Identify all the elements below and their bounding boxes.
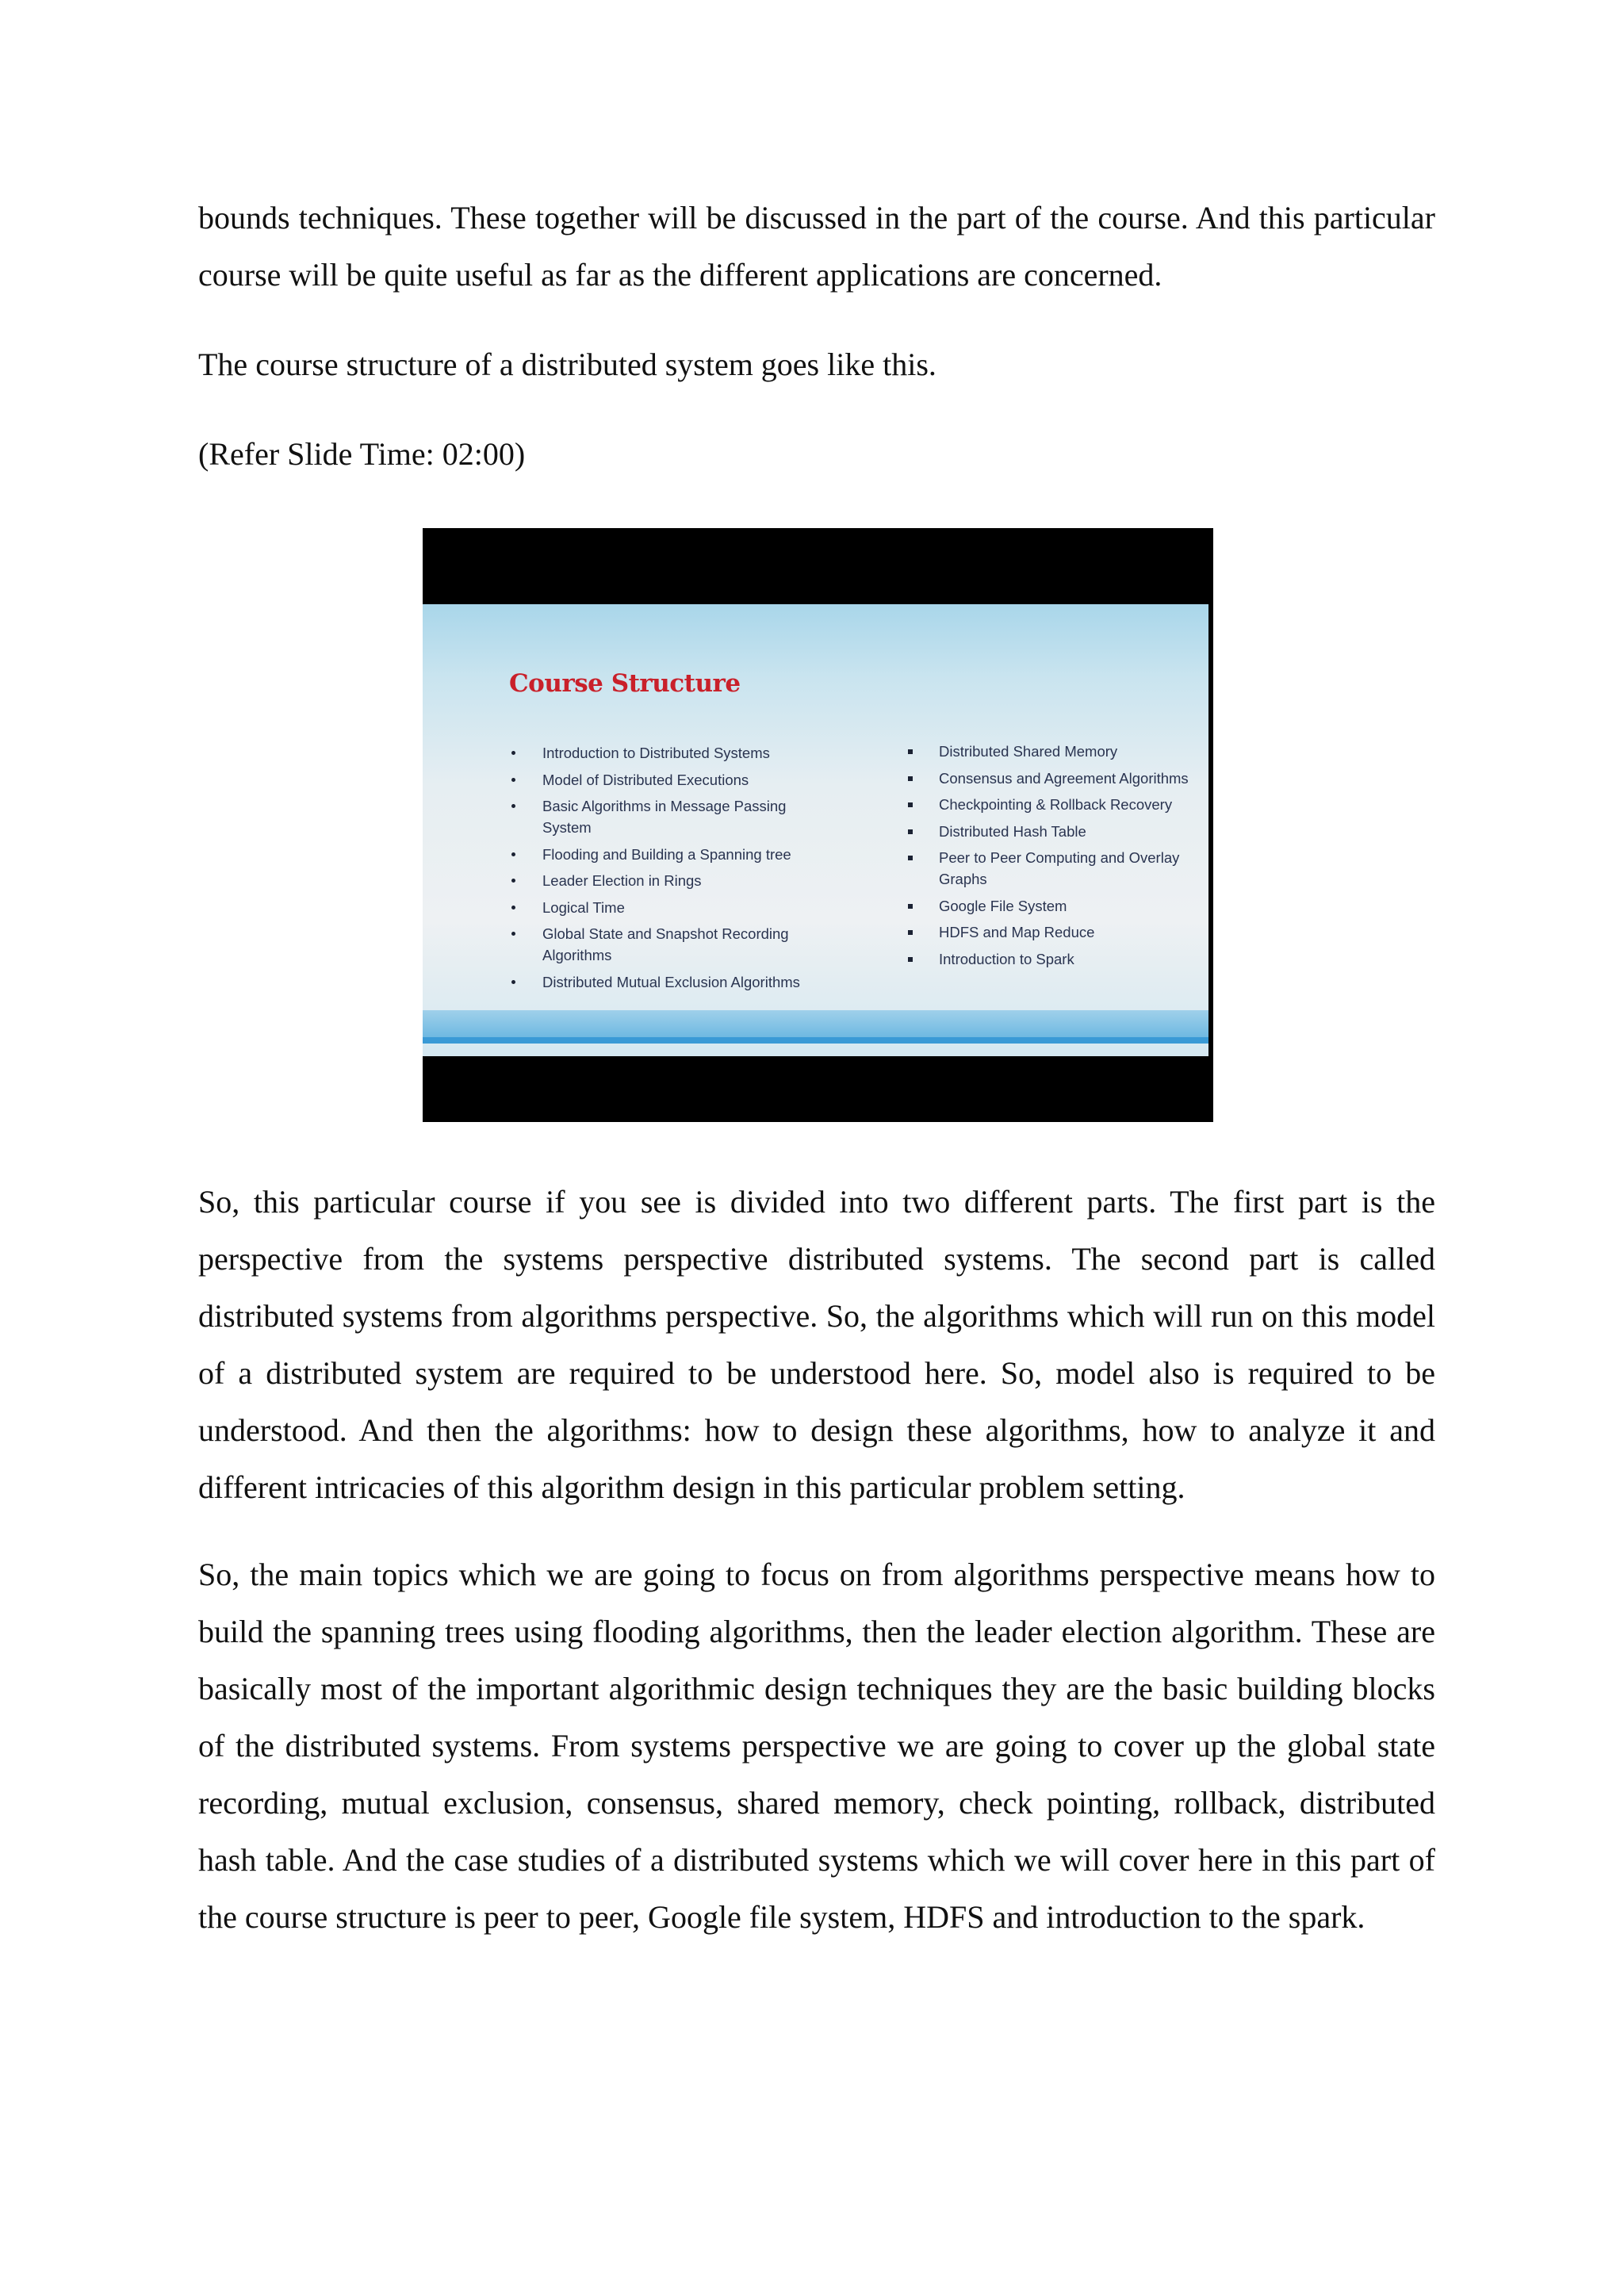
slide-right-list: [908, 741, 1201, 975]
slide-list-item: Google File System: [908, 895, 1201, 917]
slide-list-item: Global State and Snapshot Recording Algorithms: [511, 923, 829, 966]
slide-list-item: Distributed Mutual Exclusion Algorithms: [511, 971, 829, 993]
slide-list-item: Leader Election in Rings: [511, 870, 829, 891]
slide-list-item: Basic Algorithms in Message Passing System: [511, 795, 829, 838]
slide-list-item: Checkpointing & Rollback Recovery: [908, 794, 1201, 815]
paragraph-course-structure: The course structure of a distributed system goes like this.: [198, 347, 936, 382]
slide-title: Course Structure: [509, 669, 741, 698]
slide-list-item: Model of Distributed Executions: [511, 769, 829, 791]
slide-list-item: Distributed Hash Table: [908, 821, 1201, 842]
paragraph-intro: bounds techniques. These together will be discussed in the part of the course. And this particular course will be quite useful as far as the different applications are concerned.: [198, 200, 1435, 293]
slide-list-item: Logical Time: [511, 897, 829, 918]
slide-time-reference: (Refer Slide Time: 02:00): [198, 436, 526, 472]
paragraph-two-parts: So, this particular course if you see is divided into two different parts. The first part is the perspective from the systems perspective distributed systems. The second part is called distributed systems from algorithms perspective. So, the algorithms which will run on this model of a distributed system are required to be understood here. So, model also is required to be understood. And then the algorithms: how to design these algorithms, how to analyze it and different intricacies of this algorithm design in this particular problem setting.: [198, 1184, 1435, 1505]
slide-list-item: Introduction to Spark: [908, 948, 1201, 970]
slide-list-item: Consensus and Agreement Algorithms: [908, 768, 1201, 789]
slide-list-item: Peer to Peer Computing and Overlay Graphs: [908, 847, 1201, 890]
slide-list-item: HDFS and Map Reduce: [908, 921, 1201, 943]
slide-footer-bar: [423, 1010, 1208, 1037]
slide-list-item: Distributed Shared Memory: [908, 741, 1201, 762]
slide-left-list: [511, 742, 829, 998]
slide-footer-line: [423, 1037, 1208, 1044]
slide-list-item: Flooding and Building a Spanning tree: [511, 844, 829, 865]
slide-image: [423, 528, 1213, 1122]
slide-list-item: Introduction to Distributed Systems: [511, 742, 829, 764]
paragraph-main-topics: So, the main topics which we are going to focus on from algorithms perspective means how to build the spanning trees using flooding algorithms, then the leader election algorithm. These are basically most of the important algorithmic design techniques they are the basic building blocks of the distributed systems. From systems perspective we are going to cover up the global state recording, mutual exclusion, consensus, shared memory, check pointing, rollback, distributed hash table. And the case studies of a distributed systems which we will cover here in this part of the course structure is peer to peer, Google file system, HDFS and introduction to the spark.: [198, 1557, 1435, 1935]
slide-content: [423, 604, 1208, 1056]
